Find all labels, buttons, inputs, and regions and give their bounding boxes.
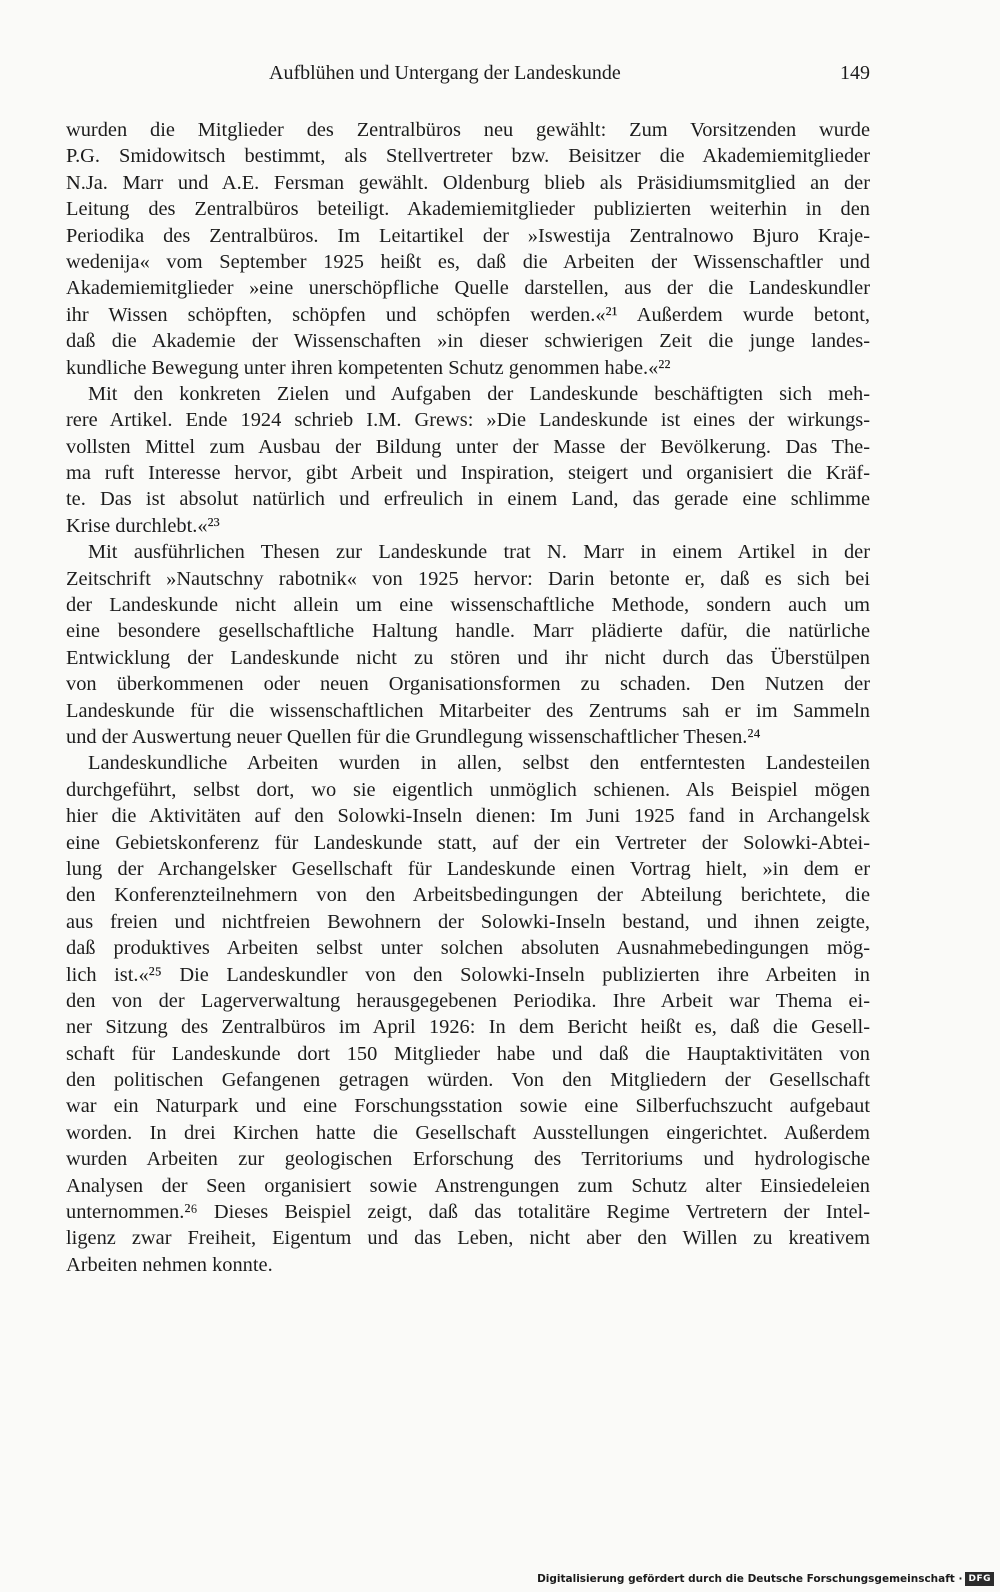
text-line: Periodika des Zentralbüros. Im Leitartikel der »Iswestija Zentralnowo Bjuro Kraje-	[66, 224, 870, 247]
text-line: lich ist.«²⁵ Die Landeskundler von den Solowki-Inseln publizierten ihre Arbeiten in	[66, 963, 870, 986]
text-line: Mit den konkreten Zielen und Aufgaben der Landeskunde beschäftigten sich meh-	[88, 382, 870, 405]
paragraph	[66, 750, 870, 1278]
text-line: eine besondere gesellschaftliche Haltung handle. Marr plädierte dafür, die natürliche	[66, 620, 870, 643]
dfg-logo: DFG	[965, 1572, 994, 1586]
text-line: eine Gebietskonferenz für Landeskunde statt, auf der ein Vertreter der Solowki-Abtei-	[66, 831, 870, 854]
text-line: rere Artikel. Ende 1924 schrieb I.M. Grews: »Die Landeskunde ist eines der wirkungs-	[66, 409, 870, 432]
text-line: wedenija« vom September 1925 heißt es, daß die Arbeiten der Wissenschaftler und	[66, 250, 870, 273]
digitization-credit-text: Digitalisierung gefördert durch die Deutsche Forschungsgemeinschaft ·	[537, 1573, 963, 1585]
text-line: schaft für Landeskunde dort 150 Mitglieder habe und daß die Hauptaktivitäten von	[66, 1042, 870, 1065]
paragraph	[66, 381, 870, 539]
text-line: Leitung des Zentralbüros beteiligt. Akademiemitglieder publizierten weiterhin in den	[66, 198, 870, 221]
text-line: Landeskundliche Arbeiten wurden in allen, selbst den entferntesten Landesteilen	[88, 752, 870, 775]
body-text	[66, 117, 870, 1278]
text-line: kundliche Bewegung unter ihren kompetenten Schutz genommen habe.«²²	[66, 356, 671, 379]
text-line: ma ruft Interesse hervor, gibt Arbeit und Inspiration, steigert und organisiert die Kräf-	[66, 462, 870, 485]
text-line: den von der Lagerverwaltung herausgegebenen Periodika. Ihre Arbeit war Thema ei-	[66, 989, 870, 1012]
text-line: der Landeskunde nicht allein um eine wissenschaftliche Methode, sondern auch um	[66, 594, 870, 617]
text-line: Krise durchlebt.«²³	[66, 514, 220, 537]
text-line: Arbeiten nehmen konnte.	[66, 1253, 273, 1276]
text-line: Mit ausführlichen Thesen zur Landeskunde trat N. Marr in einem Artikel in der	[88, 541, 870, 564]
text-line: Analysen der Seen organisiert sowie Anstrengungen zum Schutz alter Einsiedeleien	[66, 1174, 870, 1197]
text-line: von überkommenen oder neuen Organisationsformen zu schaden. Den Nutzen der	[66, 673, 870, 696]
paragraph	[66, 539, 870, 750]
page-number: 149	[840, 62, 870, 84]
text-line: ner Sitzung des Zentralbüros im April 1926: In dem Bericht heißt es, daß die Gesell-	[66, 1016, 870, 1039]
text-line: Zeitschrift »Nautschny rabotnik« von 1925 hervor: Darin betonte er, daß es sich bei	[66, 567, 870, 590]
text-line: te. Das ist absolut natürlich und erfreulich in einem Land, das gerade eine schlimme	[66, 488, 870, 511]
text-line: wurden Arbeiten zur geologischen Erforschung des Territoriums und hydrologische	[66, 1148, 870, 1171]
text-line: ligenz zwar Freiheit, Eigentum und das Leben, nicht aber den Willen zu kreativem	[66, 1227, 870, 1250]
text-line: vollsten Mittel zum Ausbau der Bildung unter der Masse der Bevölkerung. Das The-	[66, 435, 870, 458]
text-line: wurden die Mitglieder des Zentralbüros neu gewählt: Zum Vorsitzenden wurde	[66, 119, 870, 141]
running-title: Aufblühen und Untergang der Landeskunde	[269, 62, 621, 84]
text-line: N.Ja. Marr und A.E. Fersman gewählt. Oldenburg blieb als Präsidiumsmitglied an der	[66, 171, 870, 194]
text-line: aus freien und nichtfreien Bewohnern der Solowki-Inseln bestand, und ihnen zeigte,	[66, 910, 870, 933]
text-line: durchgeführt, selbst dort, wo sie eigentlich unmöglich schienen. Als Beispiel mögen	[66, 778, 870, 801]
text-line: Entwicklung der Landeskunde nicht zu stören und ihr nicht durch das Überstülpen	[66, 646, 870, 669]
text-line: war ein Naturpark und eine Forschungsstation sowie eine Silberfuchszucht aufgebaut	[66, 1095, 870, 1118]
text-line: worden. In drei Kirchen hatte die Gesellschaft Ausstellungen eingerichtet. Außerdem	[66, 1121, 870, 1144]
text-line: unternommen.²⁶ Dieses Beispiel zeigt, daß das totalitäre Regime Vertretern der Intel-	[66, 1201, 870, 1224]
text-line: und der Auswertung neuer Quellen für die Grundlegung wissenschaftlicher Thesen.²⁴	[66, 725, 761, 748]
text-line: Akademiemitglieder »eine unerschöpfliche Quelle darstellen, aus der die Landeskundler	[66, 277, 870, 300]
text-line: den politischen Gefangenen getragen würden. Von den Mitgliedern der Gesellschaft	[66, 1069, 870, 1092]
text-line: daß die Akademie der Wissenschaften »in dieser schwierigen Zeit die junge landes-	[66, 330, 870, 353]
paragraph	[66, 117, 870, 381]
digitization-credit	[537, 1570, 994, 1588]
text-line: ihr Wissen schöpften, schöpfen und schöpfen werden.«²¹ Außerdem wurde betont,	[66, 303, 870, 326]
text-line: den Konferenzteilnehmern von den Arbeitsbedingungen der Abteilung berichtete, die	[66, 884, 870, 907]
running-header	[66, 62, 870, 92]
text-line: Landeskunde für die wissenschaftlichen Mitarbeiter des Zentrums sah er im Sammeln	[66, 699, 870, 722]
text-line: lung der Archangelsker Gesellschaft für Landeskunde einen Vortrag hielt, »in dem er	[66, 857, 870, 880]
text-line: P.G. Smidowitsch bestimmt, als Stellvertreter bzw. Beisitzer die Akademiemitglieder	[66, 145, 870, 168]
text-line: daß produktives Arbeiten selbst unter solchen absoluten Ausnahmebedingungen mög-	[66, 937, 870, 960]
text-line: hier die Aktivitäten auf den Solowki-Inseln dienen: Im Juni 1925 fand in Archangelsk	[66, 805, 870, 828]
